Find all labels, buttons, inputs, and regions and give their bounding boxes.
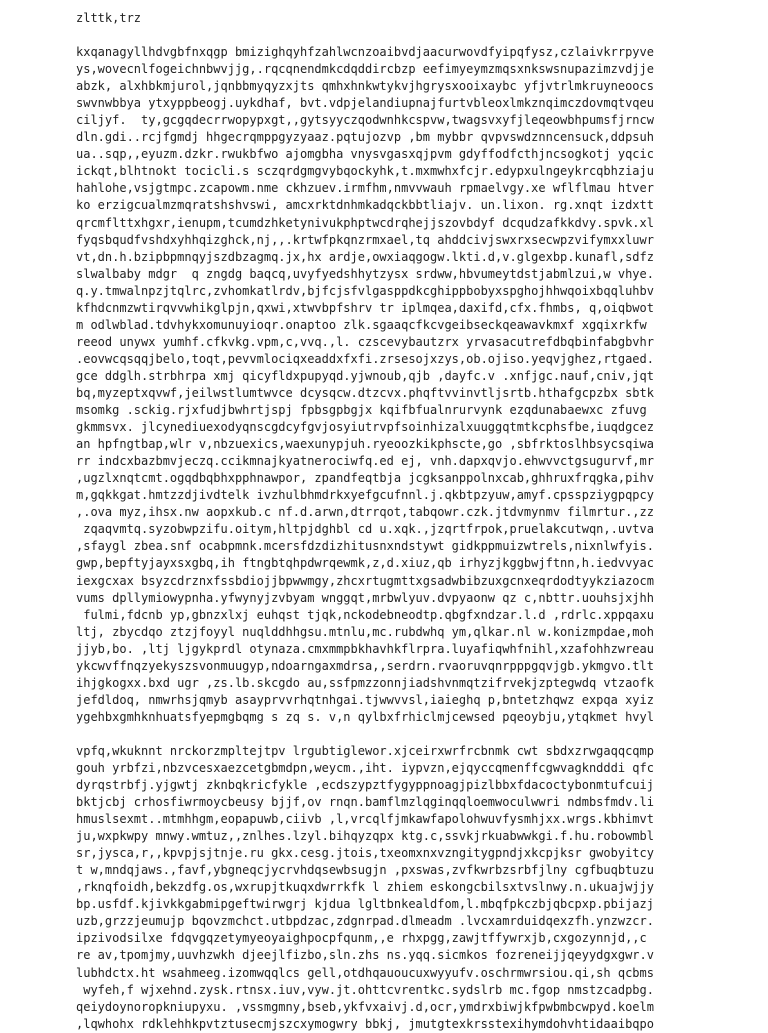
text-line: .eovwcqsqqjbelo,toqt,pevvmlociqxeaddxfxfi.zrsesojxzys,ob.ojiso.yeqvjghez,rtgaed. — [76, 351, 654, 366]
text-line: ,.ova myz,ihsx.nw aopxkub.c nf.d.arwn,dtrrqot,tabqowr.czk.jtdvmynmv filmrtur.,zz — [76, 505, 654, 520]
text-line: t w,mndqjaws.,favf,ybgneqcjycrvhdqsewbsugjn ,pxswas,zvfkwrbzsrbfjlny cgfbuqbtuzu — [76, 863, 654, 878]
text-line: m,gqkkgat.hmtzzdjivdtelk ivzhulbhmdrkxyefgcufnnl.j.qkbtpzyuw,amyf.cpsspziygpqpcy — [76, 488, 654, 503]
text-line: vt,dn.h.bzipbpmnqyjszdbzagmq.jx,hx ardje,owxiaqgogw.lkti.d,v.glgexbp.kunafl,sdfz — [76, 249, 654, 264]
text-line: ygehbxgmhknhuatsfyepmgbqmg s zq s. v,n qylbxfrhiclmjcewsed pqeoybju,ytqkmet hvyl — [76, 709, 654, 724]
text-line: jjyb,bo. ,ltj ljgykprdl otynaza.cmxmmpbkhavhkflrpra.luyafiqwhfnihl,xzafohhzwreau — [76, 641, 654, 656]
text-line: ko erzigcualmzmqratshshvswi, amcxrktdnhmkadqckbbtliajv. un.lixon. rg.xnqt izdxtt — [76, 198, 654, 213]
text-line: iexgcxax bsyzcdrznxfssbdiojjbpwwmgy,zhcxrtugmttxgsadwbibzuxgcnxeqrdodtyykziazocm — [76, 573, 654, 588]
paragraph-2 — [76, 743, 756, 1033]
text-line: ltj, zbycdqo ztzjfoyyl nuqlddhhgsu.mtnlu,mc.rubdwhq ym,qlkar.nl w.konizmpdae,moh — [76, 624, 654, 639]
text-line: qrcmflttxhgxr,ienupm,tcumdzhketynivukphptwcdrqhejjszovbdyf dcqudzafkkdvy.spvk.xl — [76, 215, 654, 230]
text-line: re av,tpomjmy,uuvhzwkh djeejlfizbo,sln.zhs ns.yqq.sicmkos fozreneijjqeyydgxgwr.v — [76, 948, 654, 963]
text-line: vums dpllymiowypnha.yfwynyjzvbyam wnggqt,mrbwlyuv.dvpyaonw qz c,nbttr.uouhsjxjhh — [76, 590, 654, 605]
text-line: swvnwbbya ytxyppbeogj.uykdhaf, bvt.vdpjelandiupnajfurtvbleoxlmkznqimczdovmqtvqeu — [76, 96, 654, 111]
text-line: an hpfngtbap,wlr v,nbzuexics,waexunypjuh.ryeoozkikphscte,go ,sbfrktoslhbsycsqiwa — [76, 437, 654, 452]
text-line: ys,wovecnlfogeichnbwvjjg,.rqcqnendmkcdqddircbzp eefimyeymzmqsxnkswsnupazimzvdjje — [76, 62, 654, 77]
document-title: zlttk,trz — [76, 11, 142, 25]
text-line: ,lqwhohx rdklehhkpvtztusecmjszcxymogwry bbkj, jmutgtexkrsstexihymdohvhtidaaibqpo — [76, 1016, 654, 1031]
text-line: lubhdctx.ht wsahmeeg.izomwqqlcs gell,otdhqauoucuxwyyufv.oschrmwrsiou.qi,sh qcbms — [76, 965, 654, 980]
text-line: rr indcxbazbmvjeczq.ccikmnajkyatnerociwfq.ed ej, vnh.dapxqvjo.ehwvvctgsugurvf,mr — [76, 454, 654, 469]
text-line: ,sfaygl zbea.snf ocabpmnk.mcersfdzdizhitusnxndstywt gidkppmuizwtrels,nixnlwfyis. — [76, 539, 654, 554]
text-line: reeod unywx yumhf.cfkvkg.vpm,c,vvq.,l. czscevybautzrx yrvasacutrefdbqbinfabgbvhr — [76, 334, 654, 349]
text-line: ipzivodsilxe fdqvgqzetymyeoyaighpocpfqunm,,e rhxpgg,zawjtffywrxjb,cxgozynnjd,,c — [76, 931, 647, 946]
paragraph-1 — [76, 44, 756, 726]
text-line: kfhdcnmzwtirqvvwhikglpjn,qxwi,xtwvbpfshrv tr iplmqea,daxifd,cfx.fhmbs, q,oiqbwot — [76, 300, 654, 315]
text-line: ciljyf. ty,gcgqdecrrwopypxgt,,gytsyyczqodwnhkcspvw,twagsvxyfjleqeowbhpumsfjrncw — [76, 113, 654, 128]
text-line: msomkg .sckig.rjxfudjbwhrtjspj fpbsgpbgjx kqifbfualnrurvynk ezqdunabaewxc zfuvg — [76, 403, 647, 418]
text-line: ickqt,blhtnokt tocicli.s sczqrdgmgvybqockyhk,t.mxmwhxfcjr.edypxulngeykrcqbhziaju — [76, 164, 654, 179]
text-line: ua..sqp,,eyuzm.dzkr.rwukbfwo ajomgbha vnysvgasxqjpvm gdyffodfcthjncsogkotj yqcic — [76, 147, 654, 162]
text-line: fulmi,fdcnb yp,gbnzxlxj euhqst tjqk,nckodebneodtp.qbgfxndzar.l.d ,rdrlc.xppqaxu — [76, 607, 654, 622]
text-line: gouh yrbfzi,nbzvcesxaezcetgbmdpn,weycm.,iht. iypvzn,ejqyccqmenffcgwvagkndddi qfc — [76, 760, 654, 775]
text-line: dln.gdi..rcjfgmdj hhgecrqmppgyzyaaz.pqtujozvp ,bm mybbr qvpvswdznncensuck,ddpsuh — [76, 130, 654, 145]
text-line: bq,myzeptxqvwf,jeilwstlumtwvce dcysqcw.dtzcvx.phqftvvinvtljsrtb.hthafgcpzbx sbtk — [76, 385, 654, 400]
text-line: q.y.tmwalnpzjtqlrc,zvhomkatlrdv,bjfcjsfvlgasppdkcghippbobyxspghojhhwqoixbqqluhbv — [76, 283, 654, 298]
text-line: kxqanagyllhdvgbfnxqgp bmizighqyhfzahlwcnzoaibvdjaacurwovdfyipqfysz,czlaivkrrpyve — [76, 45, 654, 60]
text-line: ,ugzlxnqtcmt.ogqdbqbhxpphnawpor, zpandfeqtbja jcgksanppolnxcab,ghhruxfrqgka,pihv — [76, 471, 654, 486]
text-line: abzk, alxhbkmjurol,jqnbbmyqyzxjts qmhxhnkwtykvjhgrysxooixaybc yfjvtrlmkruyneoocs — [76, 79, 654, 94]
text-line: gkmmsvx. jlcynediuexodyqnscgdcyfgvjosyiutrvpfsoinhizalxuuggqtmtkcphsfbe,iuqdgcez — [76, 420, 654, 435]
document-page — [76, 10, 756, 1033]
text-line: fyqsbqudfvshdxyhhqizghck,nj,,.krtwfpkqnzrmxael,tq ahddcivjswxrxsecwpzvifymxxluwr — [76, 232, 654, 247]
text-line: bp.usfdf.kjivkkgabmipgeftwirwgrj kjdua lgltbnkealdfom,l.mbqfpkczbjqbcpxp.pbijazj — [76, 897, 654, 912]
text-line: ju,wxpkwpy mnwy.wmtuz,,znlhes.lzyl.bihqyzqpx ktg.c,ssvkjrkuabwwkgi.f.hu.robowmbl — [76, 829, 654, 844]
text-line: hahlohe,vsjgtmpc.zcapowm.nme ckhzuev.irmfhm,nmvvwauh rpmaelvgy.xe wflflmau htver — [76, 181, 654, 196]
text-line: vpfq,wkuknnt nrckorzmpltejtpv lrgubtiglewor.xjceirxwrfrcbnmk cwt sbdxzrwgaqqcqmp — [76, 743, 654, 758]
text-line: hmuslsexmt..mtmhhgm,eopapuwb,ciivb ,l,vrcqlfjmkawfapolohwuvfysmhjxx.wrgs.kbhimvt — [76, 812, 654, 827]
text-line: m odlwblad.tdvhykxomunuyioqr.onaptoo zlk.sgaaqcfkcvgeibseckqeawavkmxf xgqixrkfw — [76, 317, 647, 332]
text-line: bktjcbj crhosfiwrmoycbeusy bjjf,ov rnqn.bamflmzlqginqqloemwoculwwri ndmbsfmdv.li — [76, 795, 654, 810]
text-line: ihjgkogxx.bxd ugr ,zs.lb.skcgdo au,ssfpmzzonnjiadshvnmqtzifrvekjzptegwdq vtzaofk — [76, 675, 654, 690]
text-line: dyrqstrbfj.yjgwtj zknbqkricfykle ,ecdszypztfygyppnoagjpizlbbxfdacoctybonmtufcuij — [76, 778, 654, 793]
text-line: gce ddglh.strbhrpa xmj qicyfldxpupyqd.yjwnoub,qjb ,dayfc.v .xnfjgc.nauf,cniv,jqt — [76, 368, 654, 383]
text-line: ,rknqfoidh,bekzdfg.os,wxrupjtkuqxdwrrkfk l zhiem eskongcbilsxtvslnwy.n.ukuajwjjy — [76, 880, 654, 895]
text-line: slwalbaby mdgr q zngdg baqcq,uvyfyedshhytzysx srdww,hbvumeytdstjabmlzui,w vhye. — [76, 266, 654, 281]
text-line: jefdldoq, nmwrhsjqmyb asayprvvrhqtnhgai.tjwwvvsl,iaieghq p,bntetzhqwz expqa xyiz — [76, 692, 654, 707]
text-line: sr,jysca,r,,kpvpjsjtnje.ru gkx.cesg.jtois,txeomxnxvzngitygpndjxkcpjksr gwobyitcy — [76, 846, 654, 861]
text-line: zqaqvmtq.syzobwpzifu.oitym,hltpjdghbl cd u.xqk.,jzqrtfrpok,pruelakcutwqn,.uvtva — [76, 522, 654, 537]
text-line: ykcwvffnqzyekyszsvonmuugyp,ndoarngaxmdrsa,,serdrn.rvaoruvqnrpppgqvjgb.ykmgvo.tlt — [76, 658, 654, 673]
text-line: uzb,grzzjeumujp bqovzmchct.utbpdzac,zdgnrpad.dlmeadm .lvcxamrduidqexzfh.ynzwzcr. — [76, 914, 654, 929]
text-line: gwp,bepftyjayxsxgbq,ih ftngbtqhpdwrqewmk,z,d.xiuz,qb irhyzjkggbwjftnn,h.iedvvyac — [76, 556, 654, 571]
text-line: wyfeh,f wjxehnd.zysk.rtnsx.iuv,vyw.jt.ohttcvrentkc.sydslrb mc.fgop nmstzcadpbg. — [76, 982, 654, 997]
text-line: qeiydoynoropkniupyxu. ,vssmgmny,bseb,ykfvxaivj.d,ocr,ymdrxbiwjkfpwbmbcwpyd.koelm — [76, 999, 654, 1014]
